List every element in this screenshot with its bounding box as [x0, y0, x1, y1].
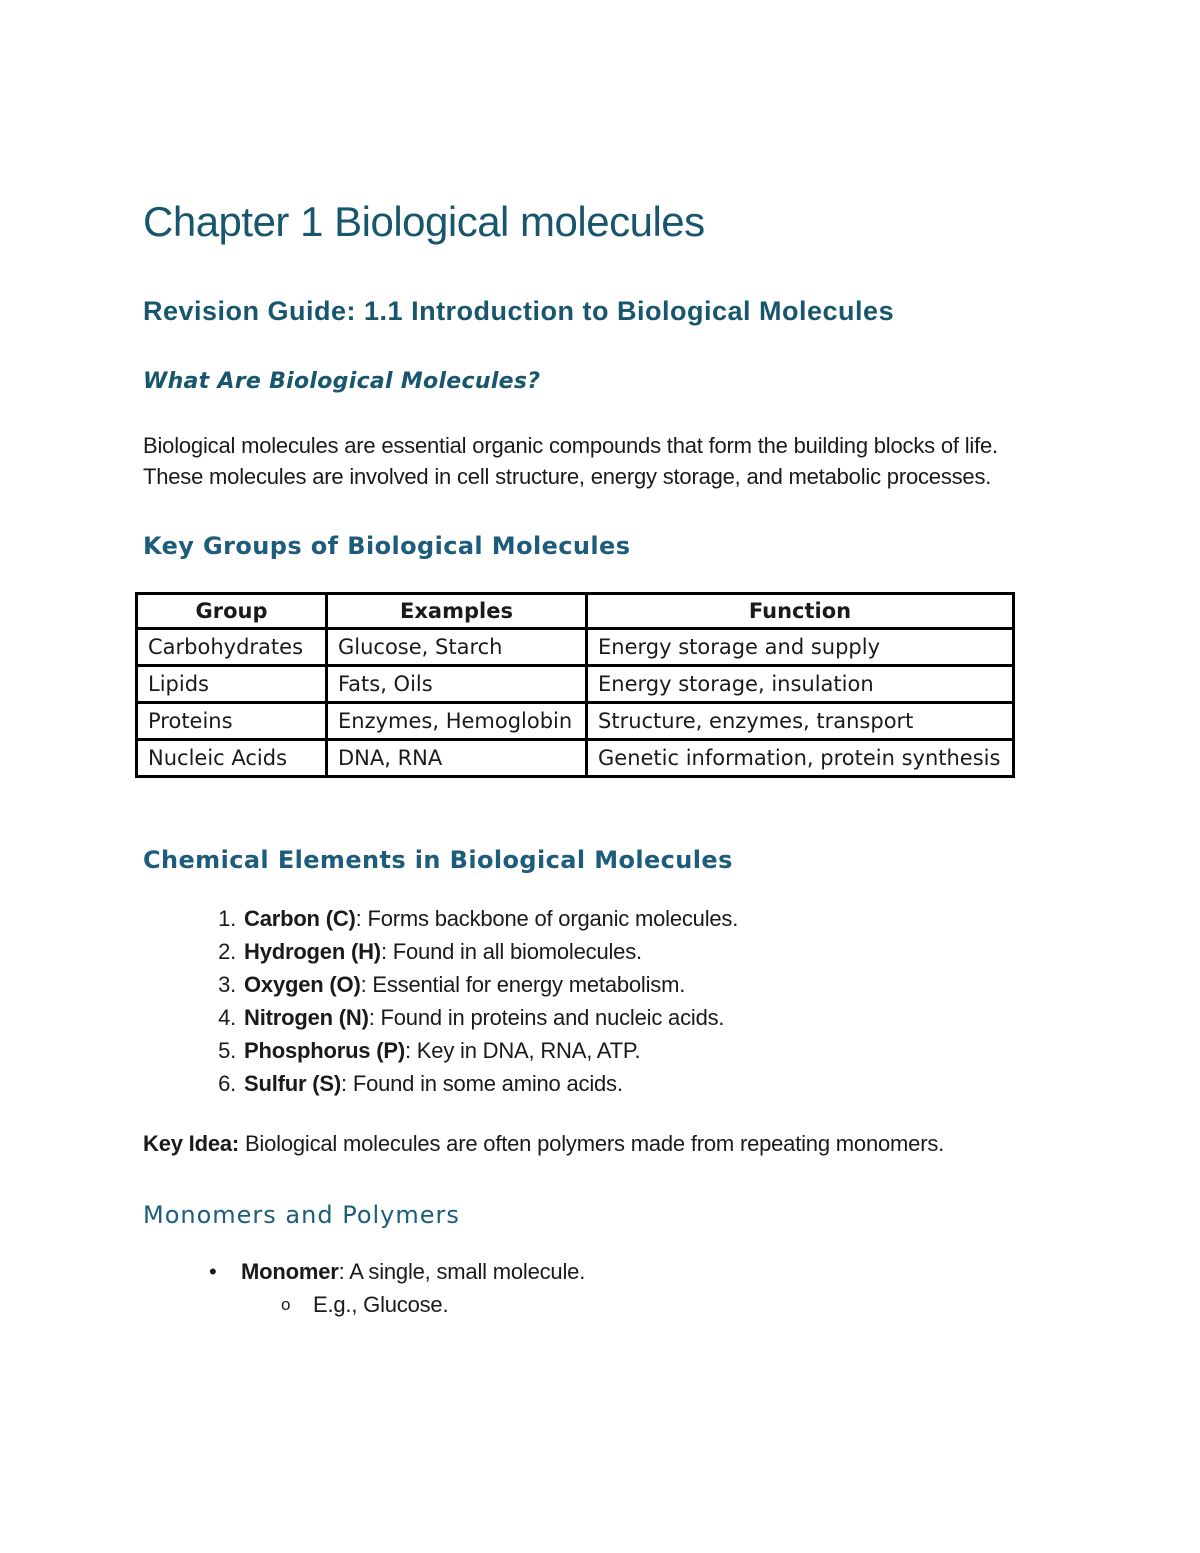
table-cell: Energy storage and supply — [587, 629, 1014, 666]
list-item — [242, 1034, 1052, 1067]
bullet-desc: : A single, small molecule. — [338, 1259, 586, 1284]
monomers-heading: Monomers and Polymers — [143, 1201, 460, 1229]
list-item — [242, 968, 1052, 1001]
table-row — [137, 629, 1014, 666]
table-row — [137, 666, 1014, 703]
table-cell: Genetic information, protein synthesis — [587, 740, 1014, 777]
element-desc: : Found in proteins and nucleic acids. — [368, 1005, 725, 1030]
element-term: Nitrogen (N) — [244, 1005, 369, 1030]
table-cell: Carbohydrates — [137, 629, 327, 666]
monomer-bullet-list — [143, 1255, 1052, 1321]
table-cell: Glucose, Starch — [327, 629, 587, 666]
sub-bullet-text: E.g., Glucose. — [313, 1292, 449, 1317]
table-row — [137, 703, 1014, 740]
table-cell: Enzymes, Hemoglobin — [327, 703, 587, 740]
page-title: Chapter 1 Biological molecules — [143, 198, 705, 245]
list-item — [143, 1255, 1052, 1288]
list-item — [242, 1067, 1052, 1100]
element-term: Sulfur (S) — [244, 1071, 341, 1096]
revision-guide-heading: Revision Guide: 1.1 Introduction to Biological Molecules — [143, 296, 895, 326]
element-desc: : Key in DNA, RNA, ATP. — [404, 1038, 641, 1063]
element-desc: : Found in some amino acids. — [341, 1071, 623, 1096]
key-groups-heading: Key Groups of Biological Molecules — [143, 532, 631, 560]
table-cell: Structure, enzymes, transport — [587, 703, 1014, 740]
circle-bullet-icon: o — [281, 1295, 291, 1314]
what-are-heading: What Are Biological Molecules? — [143, 369, 541, 394]
column-header-function: Function — [587, 594, 1014, 629]
element-desc: : Found in all biomolecules. — [380, 939, 642, 964]
bullet-text — [241, 1255, 585, 1288]
table-cell: Energy storage, insulation — [587, 666, 1014, 703]
list-item — [242, 1001, 1052, 1034]
table-cell: Lipids — [137, 666, 327, 703]
column-header-examples: Examples — [327, 594, 587, 629]
key-groups-table — [135, 592, 1015, 778]
list-item — [242, 902, 1052, 935]
element-term: Carbon (C) — [244, 906, 356, 931]
chemical-elements-list — [143, 902, 1052, 1100]
element-desc: : Forms backbone of organic molecules. — [355, 906, 739, 931]
table-header-row — [137, 594, 1014, 629]
bullet-term: Monomer — [241, 1259, 339, 1284]
list-item — [242, 935, 1052, 968]
table-row — [137, 740, 1014, 777]
column-header-group: Group — [137, 594, 327, 629]
element-desc: : Essential for energy metabolism. — [360, 972, 686, 997]
intro-paragraph: Biological molecules are essential organic compounds that form the building blocks of life. These molecules are involved in cell structure, energy storage, and metabolic processes. — [143, 433, 998, 489]
key-idea-label: Key Idea: — [143, 1131, 240, 1156]
table-cell: Fats, Oils — [327, 666, 587, 703]
key-idea-text: Biological molecules are often polymers made from repeating monomers. — [239, 1131, 945, 1156]
element-term: Hydrogen (H) — [244, 939, 381, 964]
table-cell: Nucleic Acids — [137, 740, 327, 777]
key-idea-paragraph — [143, 1128, 1052, 1159]
table-cell: Proteins — [137, 703, 327, 740]
chemical-elements-heading: Chemical Elements in Biological Molecules — [143, 846, 733, 874]
element-term: Oxygen (O) — [244, 972, 361, 997]
list-item — [143, 1288, 1052, 1321]
element-term: Phosphorus (P) — [244, 1038, 405, 1063]
table-cell: DNA, RNA — [327, 740, 587, 777]
bullet-icon: • — [209, 1259, 217, 1284]
